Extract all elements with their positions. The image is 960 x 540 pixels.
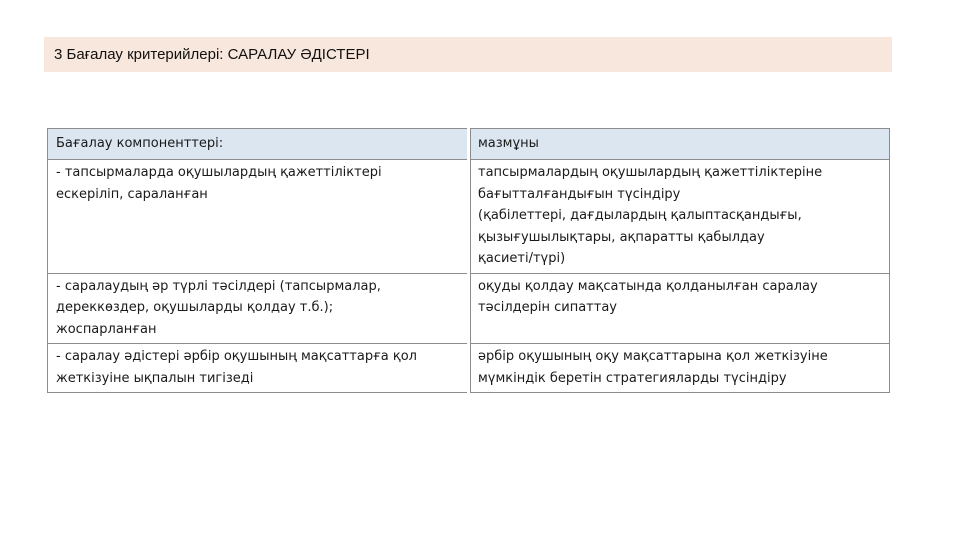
slide-title: 3 Бағалау критерийлері: САРАЛАУ ӘДІСТЕРІ <box>44 37 892 72</box>
criteria-table <box>47 128 890 393</box>
table-cell-content: әрбір оқушының оқу мақсаттарына қол жеткізуіне мүмкіндік беретін стратегияларды түсіндіру <box>469 344 890 393</box>
table-row <box>48 344 890 393</box>
table-cell-component: - саралау әдістері әрбір оқушының мақсаттарға қол жеткізуіне ықпалын тигізеді <box>48 344 469 393</box>
table-cell-content: оқуды қолдау мақсатында қолданылған саралау тәсілдерін сипаттау <box>469 273 890 344</box>
table-row <box>48 160 890 274</box>
header-components: Бағалау компоненттері: <box>48 129 469 160</box>
table-header-row <box>48 129 890 160</box>
table-cell-content: тапсырмалардың оқушылардың қажеттіліктеріне бағытталғандығын түсіндіру (қабілеттері, дағдылардың қалыптасқандығы, қызығушылықтары, ақпаратты қабылдау қасиеті/түрі) <box>469 160 890 274</box>
header-content: мазмұны <box>469 129 890 160</box>
table-cell-component: - саралаудың әр түрлі тәсілдері (тапсырмалар, дереккөздер, оқушыларды қолдау т.б.); жоспарланған <box>48 273 469 344</box>
table-cell-component: - тапсырмаларда оқушылардың қажеттіліктері ескеріліп, сараланған <box>48 160 469 274</box>
table-row <box>48 273 890 344</box>
